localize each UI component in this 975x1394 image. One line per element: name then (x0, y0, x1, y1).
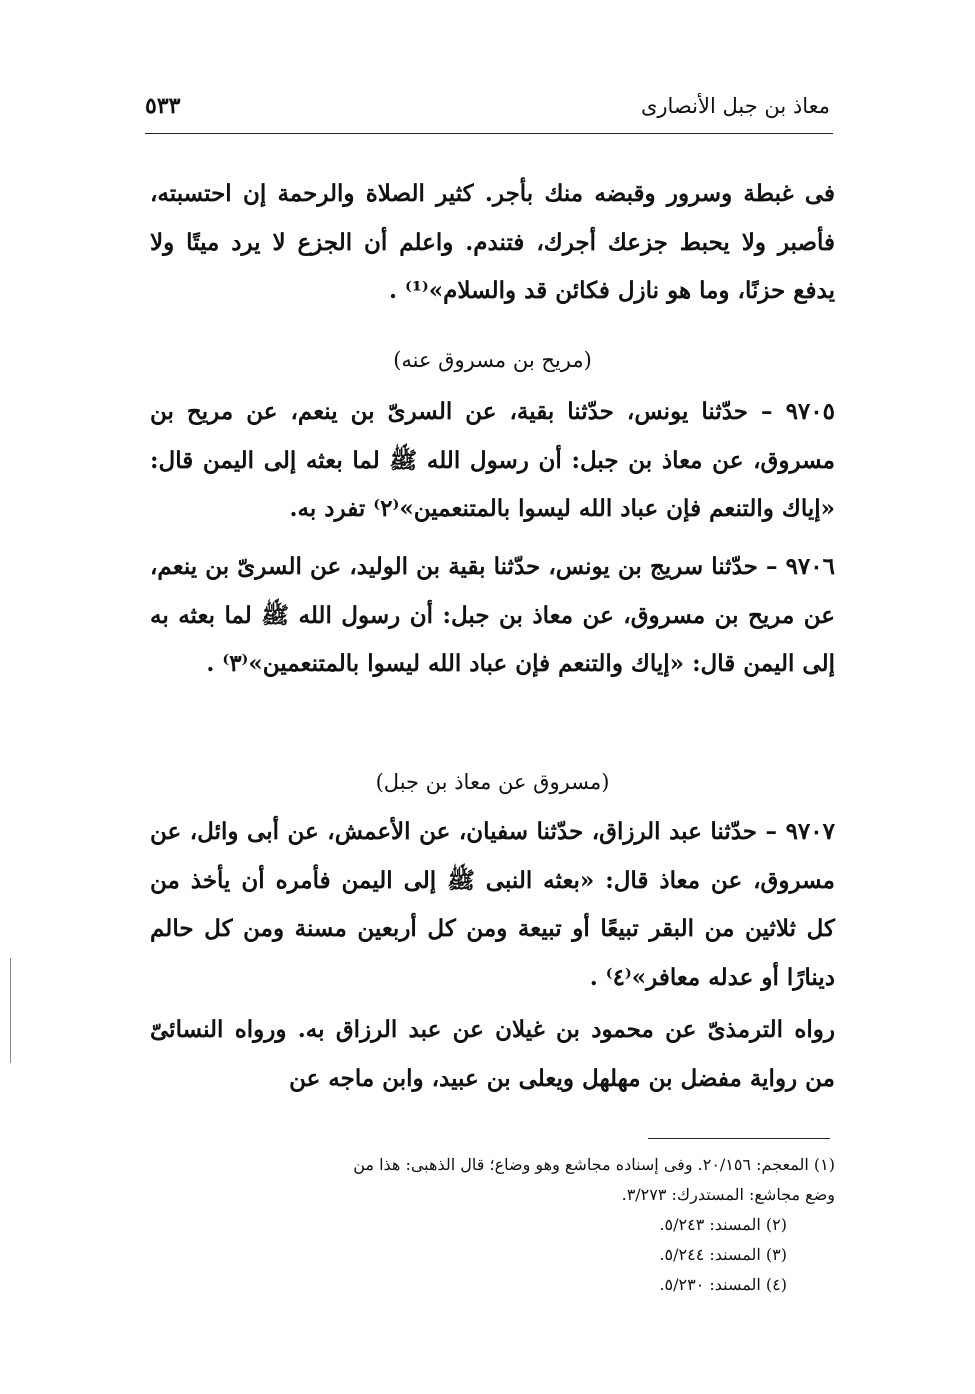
footnote-1-continued: وضع مجاشع: المستدرك: ٣/٢٧٣. (621, 1185, 835, 1204)
footnote-rule (648, 1138, 830, 1139)
footnotes (150, 1150, 835, 1300)
hadith-9707 (150, 808, 835, 1002)
commentary-paragraph: رواه الترمذىّ عن محمود بن غيلان عن عبد الرزاق به. ورواه النسائىّ من رواية مفضل بن مهلهل ويعلى بن عبيد، وابن ماجه عن (150, 1016, 835, 1092)
footnote-2: (٢) المسند: ٥/٢٤٣. (659, 1215, 787, 1234)
hadith-9705 (150, 388, 835, 534)
section-heading-mariah: (مريح بن مسروق عنه) (393, 348, 592, 372)
hadith-9707-block (150, 808, 835, 1002)
hadith-number: ٩٧٠٦ (785, 553, 835, 580)
hadith-text: – حدّثنا سريج بن يونس، حدّثنا بقية بن الوليد، عن السرىّ بن ينعم، عن مريح بن مسروق، عن معاذ بن جبل: أن رسول الله ﷺ لما بعثه به إلى اليمن قال: «إياك والتنعم فإن عباد الله ليسوا بالمتنعمين»⁽٣⁾ . (150, 553, 835, 677)
scan-margin-line (10, 958, 11, 1063)
hadith-text: – حدّثنا عبد الرزاق، حدّثنا سفيان، عن الأعمش، عن أبى وائل، عن مسروق، عن معاذ قال: «بعثه النبى ﷺ إلى اليمن فأمره أن يأخذ من كل ثلاثين من البقر تبيعًا أو تبيعة ومن كل أربعين مسنة ومن كل حالم دينارًا أو عدله معافر»⁽٤⁾ . (150, 818, 835, 991)
running-header (145, 88, 830, 124)
hadith-9705-block (150, 388, 835, 534)
commentary-block (150, 1006, 835, 1103)
hadith-number: ٩٧٠٧ (785, 818, 835, 845)
page-number: ٥٣٣ (145, 93, 181, 119)
hadith-9706-block (150, 543, 835, 689)
intro-paragraph: فى غبطة وسرور وقبضه منك بأجر. كثير الصلاة والرحمة إن احتسبته، فأصبر ولا يحبط جزعك أجرك، فتندم. واعلم أن الجزع لا يرد ميتًا ولا يدفع حزنًا، وما هو نازل فكائن قد والسلام»⁽¹⁾ . (150, 180, 835, 304)
section-heading-masruq: (مسروق عن معاذ بن جبل) (375, 770, 610, 794)
hadith-number: ٩٧٠٥ (785, 398, 835, 425)
running-title: معاذ بن جبل الأنصارى (640, 94, 830, 118)
header-rule (145, 133, 833, 134)
hadith-9706 (150, 543, 835, 689)
intro-block (150, 170, 835, 316)
footnote-4: (٤) المسند: ٥/٢٣٠. (659, 1275, 787, 1294)
hadith-text: – حدّثنا يونس، حدّثنا بقية، عن السرىّ بن ينعم، عن مريح بن مسروق، عن معاذ بن جبل: أن رسول الله ﷺ لما بعثه إلى اليمن قال: «إياك والتنعم فإن عباد الله ليسوا بالمتنعمين»⁽٢⁾ تفرد به. (150, 398, 835, 522)
footnote-1: (١) المعجم: ٢٠/١٥٦. وفى إسناده مجاشع وهو وضاع؛ قال الذهبى: هذا من (353, 1155, 835, 1174)
footnote-3: (٣) المسند: ٥/٢٤٤. (659, 1245, 787, 1264)
